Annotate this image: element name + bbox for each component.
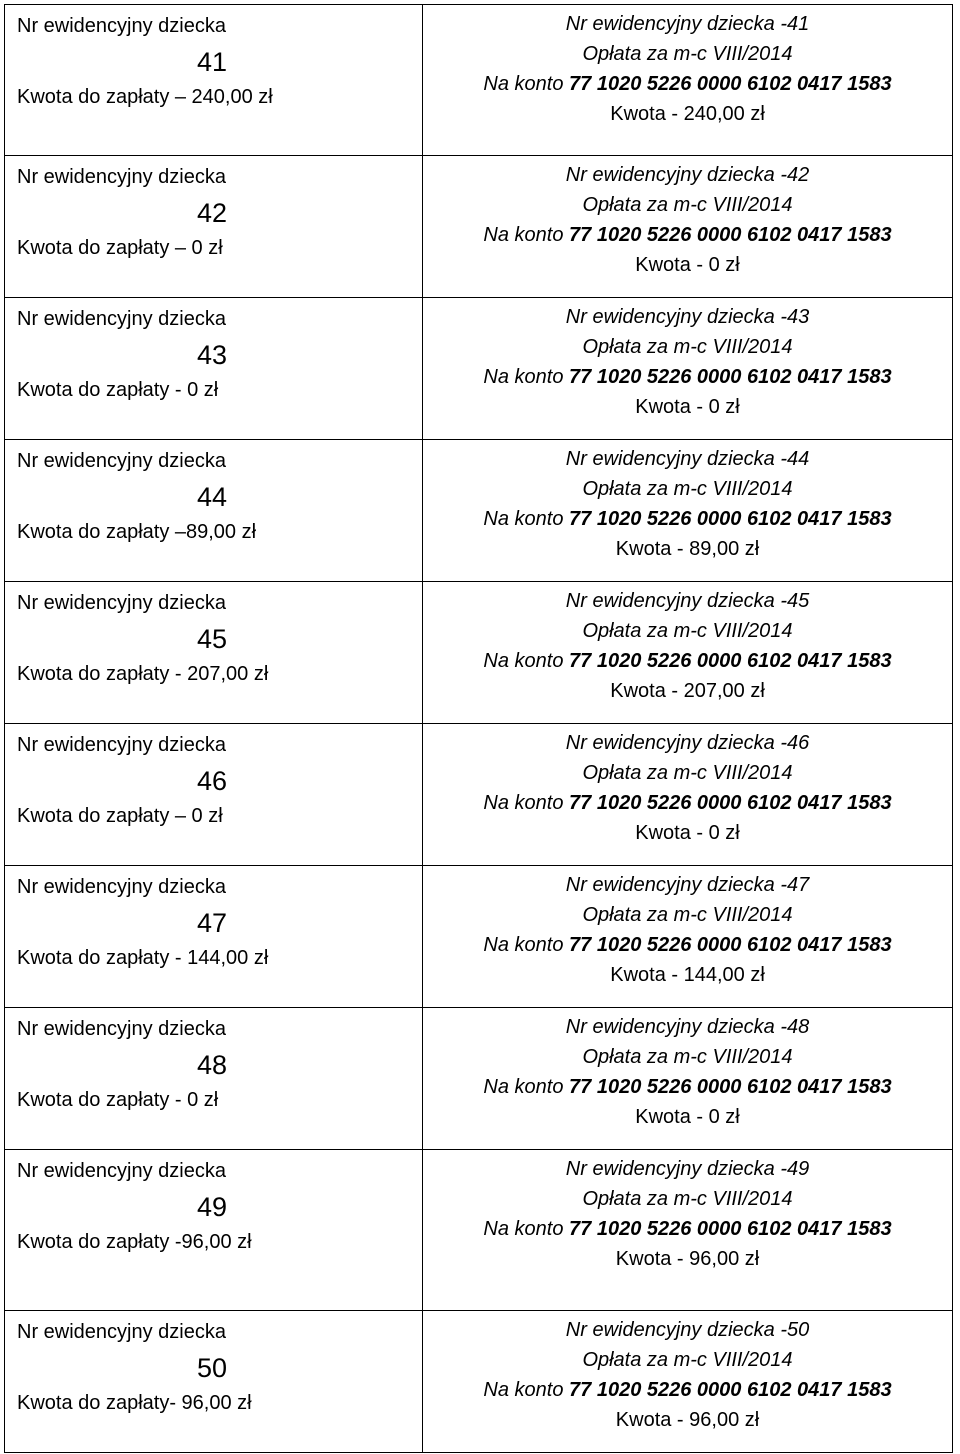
payment-slip-cell [423, 5, 953, 156]
table-row [5, 1311, 953, 1453]
child-record-cell [5, 1311, 423, 1453]
child-number: 46 [197, 766, 228, 796]
account-prefix: Na konto [483, 1076, 570, 1098]
table-row [5, 440, 953, 582]
child-number: 42 [197, 198, 228, 228]
child-id-label: Nr ewidencyjny dziecka [17, 734, 226, 756]
account-prefix: Na konto [483, 366, 570, 388]
account-number: 77 1020 5226 0000 6102 0417 1583 [569, 508, 892, 530]
slip-child-id: Nr ewidencyjny dziecka -43 [565, 306, 810, 328]
payment-slip-cell [423, 440, 953, 582]
slip-amount: Kwota - 144,00 zł [610, 964, 765, 986]
slip-child-id: Nr ewidencyjny dziecka -41 [565, 13, 810, 35]
slip-fee-period: Opłata za m-c VIII/2014 [582, 904, 793, 926]
payment-slip-cell [423, 866, 953, 1008]
table-row [5, 866, 953, 1008]
account-prefix: Na konto [483, 1218, 570, 1240]
child-id-label: Nr ewidencyjny dziecka [17, 166, 226, 188]
account-number: 77 1020 5226 0000 6102 0417 1583 [569, 366, 892, 388]
slip-amount: Kwota - 240,00 zł [610, 103, 765, 125]
amount-due: Kwota do zapłaty – 240,00 zł [17, 86, 273, 108]
slip-account [423, 1375, 952, 1405]
slip-fee-period: Opłata za m-c VIII/2014 [582, 194, 793, 216]
slip-fee-period: Opłata za m-c VIII/2014 [582, 620, 793, 642]
account-number: 77 1020 5226 0000 6102 0417 1583 [569, 1379, 892, 1401]
account-number: 77 1020 5226 0000 6102 0417 1583 [569, 224, 892, 246]
account-prefix: Na konto [483, 508, 570, 530]
slip-child-id: Nr ewidencyjny dziecka -45 [565, 590, 810, 612]
account-number: 77 1020 5226 0000 6102 0417 1583 [569, 792, 892, 814]
child-id-label: Nr ewidencyjny dziecka [17, 1160, 226, 1182]
payment-slip-cell [423, 156, 953, 298]
child-number: 41 [197, 47, 228, 77]
slip-amount: Kwota - 0 zł [635, 254, 740, 276]
child-record-cell [5, 440, 423, 582]
slip-amount: Kwota - 207,00 zł [610, 680, 765, 702]
child-id-label: Nr ewidencyjny dziecka [17, 1321, 226, 1343]
child-record-cell [5, 724, 423, 866]
child-number: 49 [197, 1192, 228, 1222]
child-id-label: Nr ewidencyjny dziecka [17, 1018, 226, 1040]
slip-child-id: Nr ewidencyjny dziecka -47 [565, 874, 810, 896]
child-record-cell [5, 5, 423, 156]
child-record-cell [5, 156, 423, 298]
payment-slip-cell [423, 1008, 953, 1150]
amount-due: Kwota do zapłaty- 96,00 zł [17, 1392, 252, 1414]
slip-fee-period: Opłata za m-c VIII/2014 [582, 43, 793, 65]
child-record-cell [5, 582, 423, 724]
slip-child-id: Nr ewidencyjny dziecka -46 [565, 732, 810, 754]
slip-amount: Kwota - 0 zł [635, 1106, 740, 1128]
child-number: 48 [197, 1050, 228, 1080]
slip-fee-period: Opłata za m-c VIII/2014 [582, 762, 793, 784]
account-number: 77 1020 5226 0000 6102 0417 1583 [569, 1076, 892, 1098]
slip-fee-period: Opłata za m-c VIII/2014 [582, 1349, 793, 1371]
amount-due: Kwota do zapłaty - 144,00 zł [17, 947, 269, 969]
table-row [5, 1008, 953, 1150]
slip-amount: Kwota - 96,00 zł [615, 1409, 760, 1431]
slip-amount: Kwota - 0 zł [635, 396, 740, 418]
table-row [5, 156, 953, 298]
child-number: 50 [197, 1353, 228, 1383]
table-row [5, 298, 953, 440]
account-number: 77 1020 5226 0000 6102 0417 1583 [569, 1218, 892, 1240]
payment-slip-cell [423, 1311, 953, 1453]
amount-due: Kwota do zapłaty - 0 zł [17, 379, 219, 401]
slip-amount: Kwota - 96,00 zł [615, 1248, 760, 1270]
payment-slip-cell [423, 298, 953, 440]
child-record-cell [5, 866, 423, 1008]
amount-due: Kwota do zapłaty –89,00 zł [17, 521, 257, 543]
account-number: 77 1020 5226 0000 6102 0417 1583 [569, 934, 892, 956]
table-row [5, 724, 953, 866]
amount-due: Kwota do zapłaty - 207,00 zł [17, 663, 269, 685]
slip-account [423, 646, 952, 676]
amount-due: Kwota do zapłaty – 0 zł [17, 237, 223, 259]
slip-account [423, 788, 952, 818]
table-row [5, 5, 953, 156]
slip-child-id: Nr ewidencyjny dziecka -50 [565, 1319, 810, 1341]
slip-account [423, 362, 952, 392]
table-row [5, 1150, 953, 1311]
slip-child-id: Nr ewidencyjny dziecka -48 [565, 1016, 810, 1038]
slip-account [423, 1072, 952, 1102]
slip-account [423, 1214, 952, 1244]
payment-slip-cell [423, 582, 953, 724]
account-prefix: Na konto [483, 1379, 570, 1401]
slip-fee-period: Opłata za m-c VIII/2014 [582, 336, 793, 358]
table-row [5, 582, 953, 724]
child-number: 45 [197, 624, 228, 654]
child-number: 44 [197, 482, 228, 512]
account-prefix: Na konto [483, 224, 570, 246]
amount-due: Kwota do zapłaty -96,00 zł [17, 1231, 252, 1253]
account-number: 77 1020 5226 0000 6102 0417 1583 [569, 73, 892, 95]
child-record-cell [5, 298, 423, 440]
account-prefix: Na konto [483, 650, 570, 672]
slip-account [423, 69, 952, 99]
slip-fee-period: Opłata za m-c VIII/2014 [582, 478, 793, 500]
account-number: 77 1020 5226 0000 6102 0417 1583 [569, 650, 892, 672]
amount-due: Kwota do zapłaty - 0 zł [17, 1089, 219, 1111]
slip-amount: Kwota - 89,00 zł [615, 538, 760, 560]
slip-fee-period: Opłata za m-c VIII/2014 [582, 1046, 793, 1068]
slip-account [423, 220, 952, 250]
child-number: 43 [197, 340, 228, 370]
child-record-cell [5, 1008, 423, 1150]
child-id-label: Nr ewidencyjny dziecka [17, 308, 226, 330]
account-prefix: Na konto [483, 792, 570, 814]
slip-account [423, 504, 952, 534]
slip-fee-period: Opłata za m-c VIII/2014 [582, 1188, 793, 1210]
payment-table [4, 4, 953, 1453]
child-id-label: Nr ewidencyjny dziecka [17, 876, 226, 898]
payment-slip-cell [423, 724, 953, 866]
payment-slip-cell [423, 1150, 953, 1311]
slip-account [423, 930, 952, 960]
child-id-label: Nr ewidencyjny dziecka [17, 450, 226, 472]
payment-rows [5, 5, 953, 1453]
slip-child-id: Nr ewidencyjny dziecka -49 [565, 1158, 810, 1180]
account-prefix: Na konto [483, 934, 570, 956]
amount-due: Kwota do zapłaty – 0 zł [17, 805, 223, 827]
slip-child-id: Nr ewidencyjny dziecka -44 [565, 448, 810, 470]
account-prefix: Na konto [483, 73, 570, 95]
child-id-label: Nr ewidencyjny dziecka [17, 15, 226, 37]
child-number: 47 [197, 908, 228, 938]
slip-child-id: Nr ewidencyjny dziecka -42 [565, 164, 810, 186]
slip-amount: Kwota - 0 zł [635, 822, 740, 844]
child-id-label: Nr ewidencyjny dziecka [17, 592, 226, 614]
child-record-cell [5, 1150, 423, 1311]
